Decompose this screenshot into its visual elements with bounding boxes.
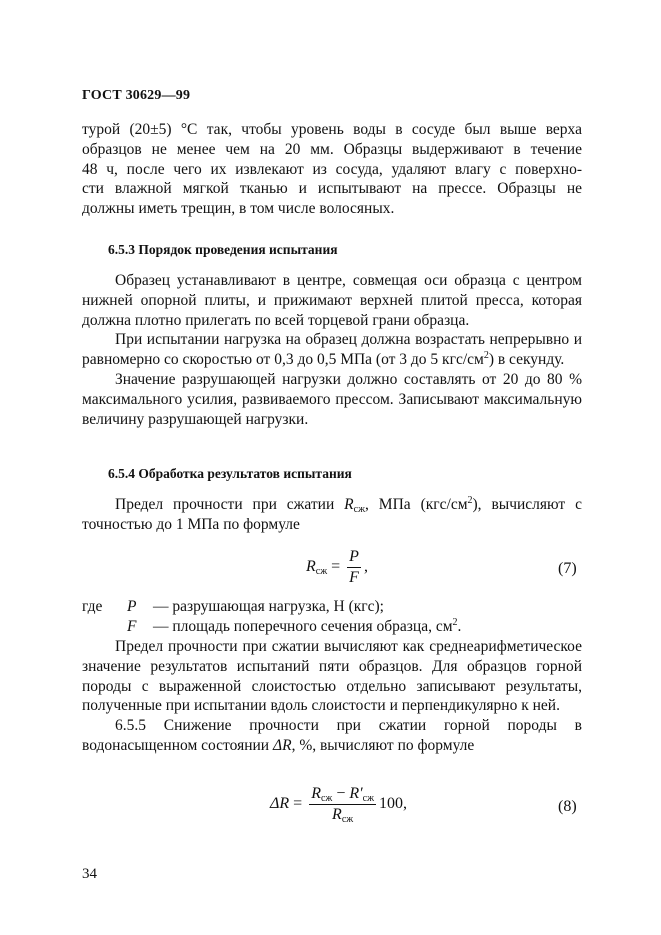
definitions [82,597,582,637]
page-number: 34 [82,866,97,882]
equation-number: (7) [558,560,577,577]
paragraph: Предел прочности при сжатии вычисляют как среднеарифметическое значение результатов испытаний пяти образцов. Для образцов горной породы с выраженной слоистостью отдельно записывают результаты, полученные при испытании вдоль слоистости и перпендикулярно к ней. [82,638,582,715]
paragraph: Образец устанавливают в центре, совмещая оси образца с центром нижней опорной плиты, и прижимают верхней плитой пресса, которая должна плотно прилегать по всей торцевой грани образца. [82,272,582,329]
intro-line: турой (20±5) °С так, чтобы уровень воды в сосуде был выше верха [82,121,582,138]
paragraph: Предел прочности при сжатии $R_{сж}$, МПа $(кгс/см^2)$, вычисляют с точностью до 1 МПа по формуле [82,495,582,533]
after-definitions-body [82,637,582,756]
intro-line: сти влажной мягкой тканью и испытывают на прессе. Образцы не [82,180,582,198]
paragraph: 6.5.5 Снижение прочности при сжатии горной породы в водонасыщенном состоянии ΔR, %, вычисляют по формуле [82,717,582,754]
intro-line: 48 ч, после чего их извлекают из сосуда, удаляют влагу с поверхно- [82,160,582,178]
section-653-body [82,271,582,429]
definition-line: F — площадь поперечного сечения образца, $см^2$. [127,616,462,635]
intro-line: должны иметь трещин, в том числе волосяных. [82,200,395,218]
equation-number: (8) [558,798,577,815]
section-654-body [82,495,582,535]
paragraph: Значение разрушающей нагрузки должно составлять от 20 до 80 % максимального усилия, развиваемого прессом. Записывают максимальную величину разрушающей нагрузки. [82,370,582,428]
intro-paragraph [82,120,582,219]
intro-line: образцов не менее чем на 20 мм. Образцы выдерживают в течение [82,140,582,158]
definition-line: где P — разрушающая нагрузка, Н (кгс); [82,598,384,615]
section-653-heading: 6.5.3 Порядок проведения испытания [108,242,338,257]
formula-8: ΔR = $\frac{R_{сж} - R'_{сж}}{R_{сж}}$ 100, [270,785,408,825]
paragraph: При испытании нагрузка на образец должна возрастать непрерывно и равномерно со скоростью от 0,3 до 0,5 МПа (от 3 до 5 кгс/$см^2$) в секунду. [82,331,582,369]
page-header: ГОСТ 30629—99 [82,88,191,103]
formula-7: $R_{сж}$ = $\frac{P}{F}$ , [306,548,368,586]
section-654-heading: 6.5.4 Обработка результатов испытания [108,466,352,481]
